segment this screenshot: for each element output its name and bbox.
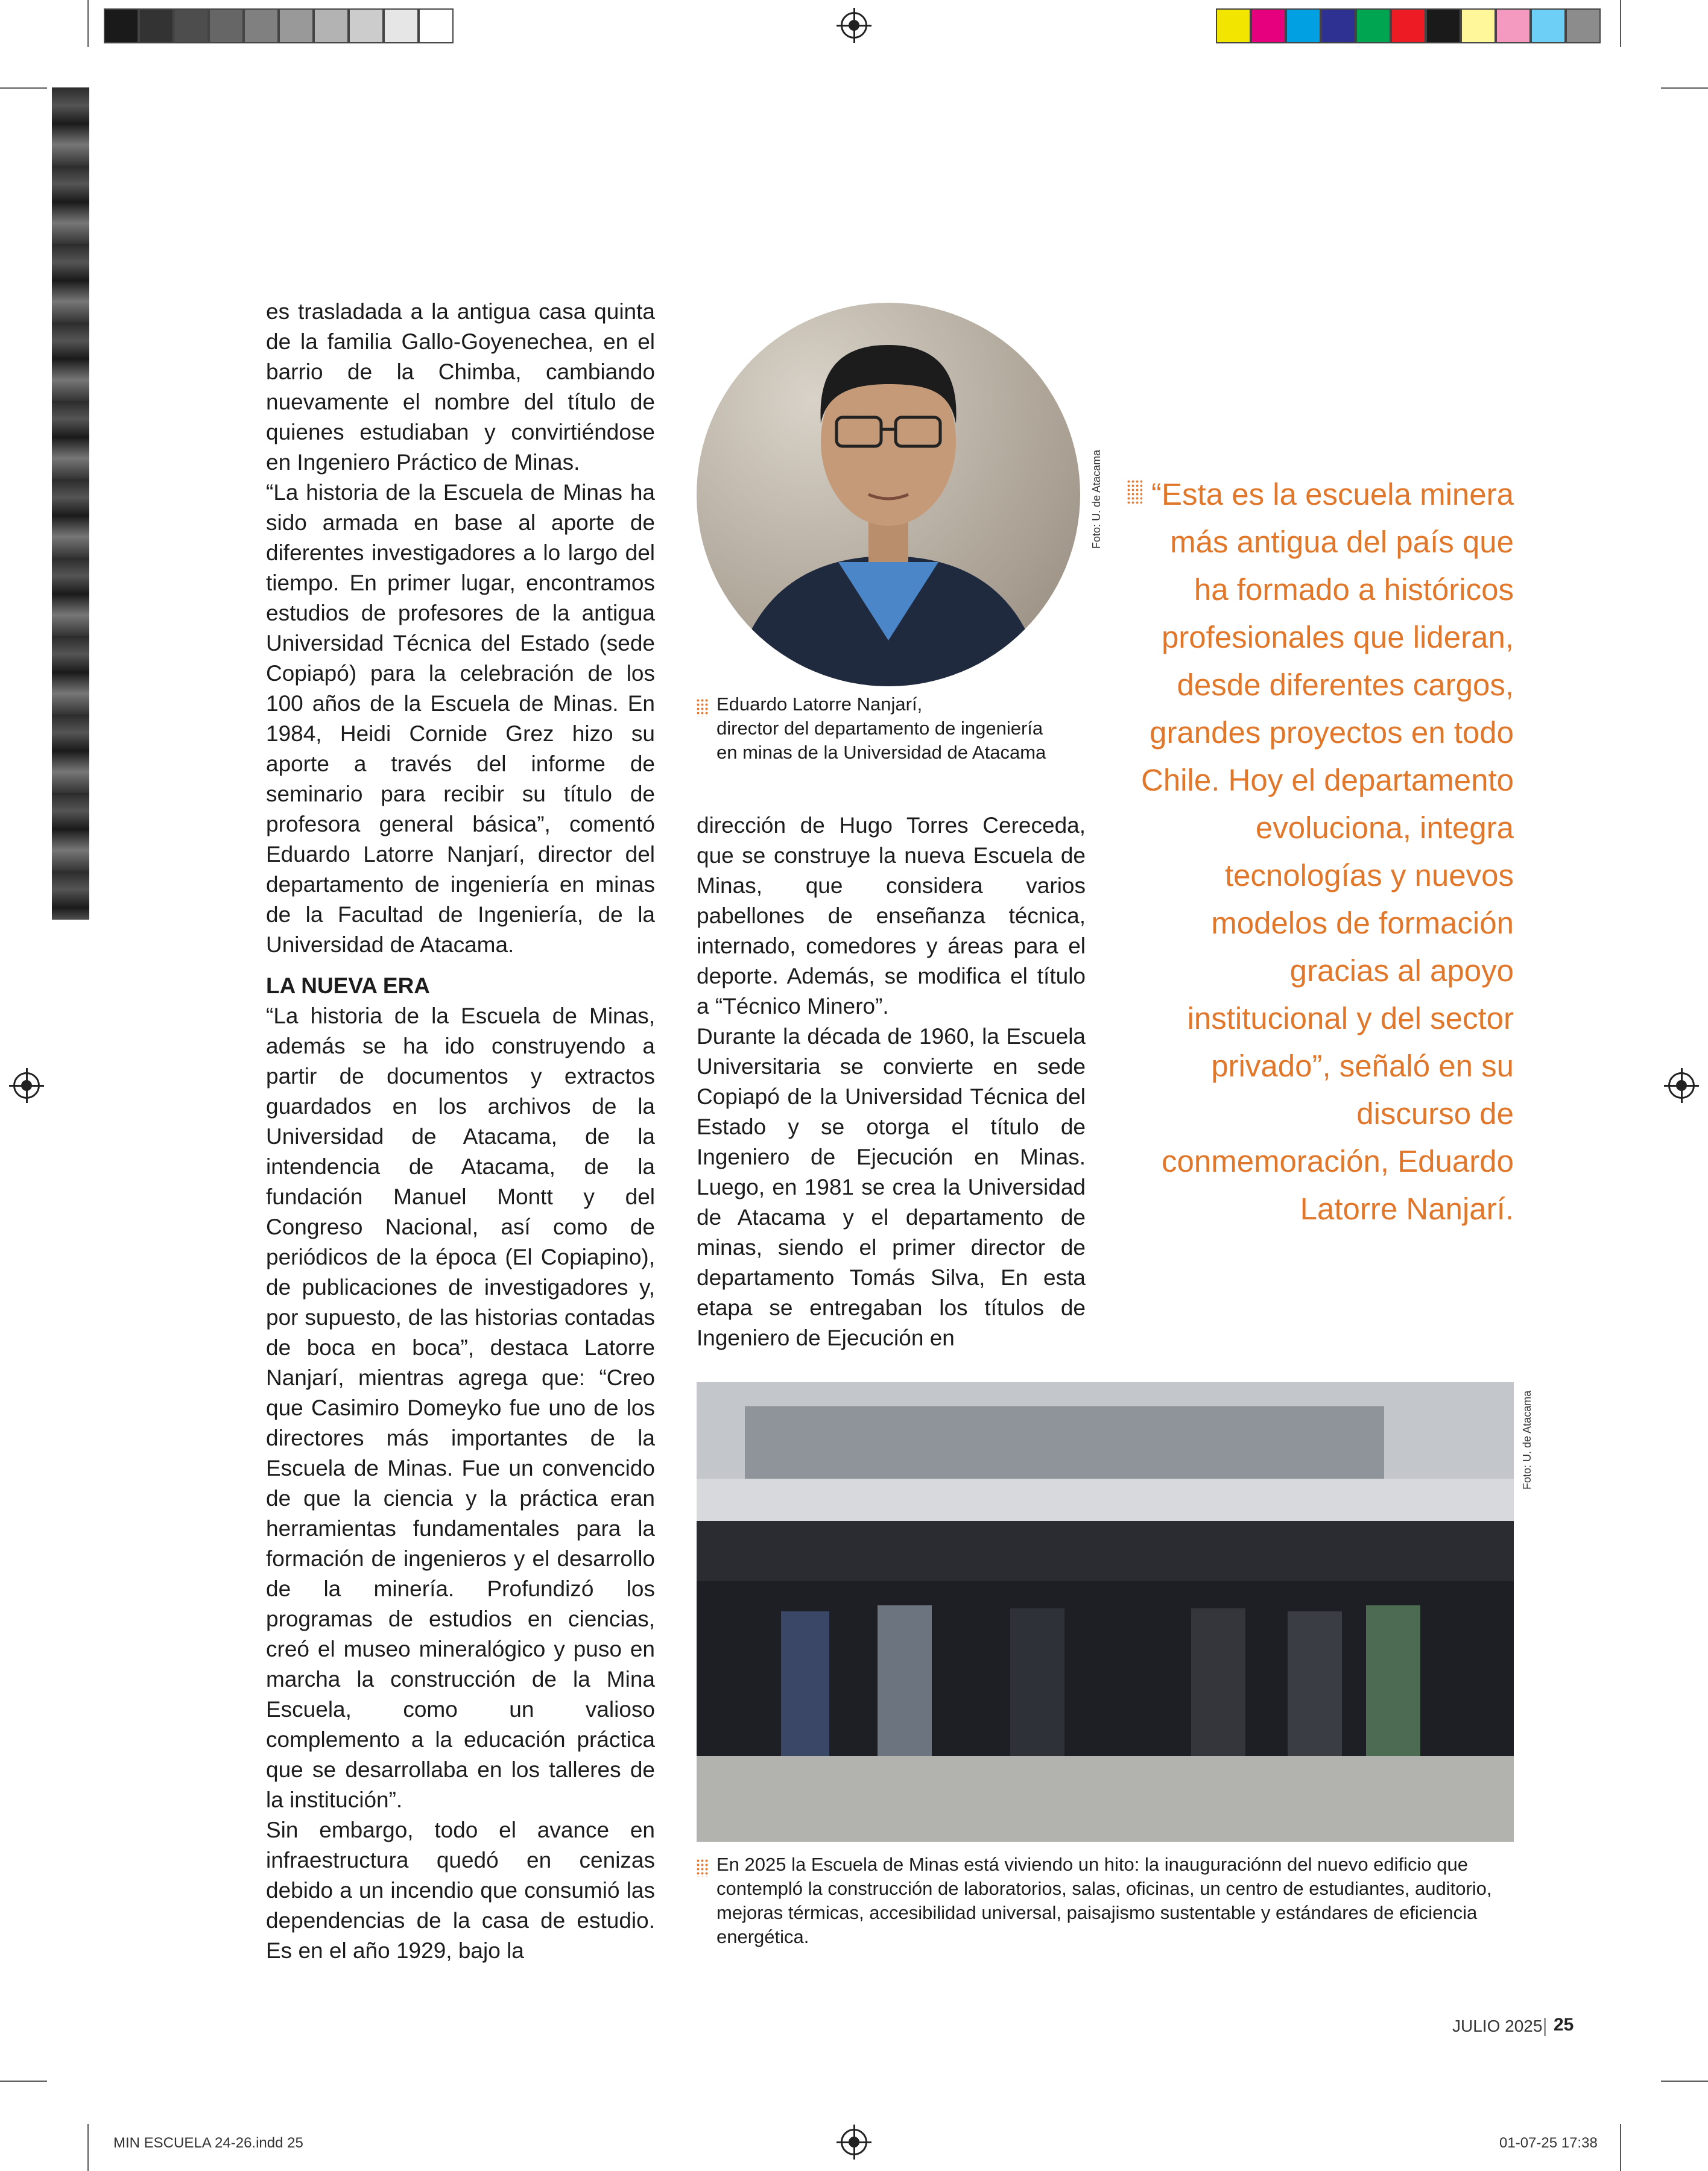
color-swatch <box>1321 8 1356 43</box>
paragraph: dirección de Hugo Torres Cereceda, que se construye la nueva Escuela de Minas, que considera varios pabellones de enseñanza técnica, internado, comedores y áreas para el deporte. Además, se modifica el título a “Técnico Minero”. <box>697 813 1086 1019</box>
folio-divider <box>1544 2018 1546 2036</box>
crop-mark <box>1661 87 1708 89</box>
crop-mark <box>1620 2124 1621 2171</box>
slug-filename: MIN ESCUELA 24-26.indd 25 <box>113 2135 303 2151</box>
color-swatch <box>384 8 419 43</box>
portrait-photo <box>697 303 1080 686</box>
section-heading: LA NUEVA ERA <box>266 973 431 998</box>
crop-mark <box>87 2124 89 2171</box>
color-swatch <box>244 8 279 43</box>
color-swatch <box>1216 8 1251 43</box>
paragraph: “La historia de la Escuela de Minas, además se ha ido construyendo a partir de documentos y extractos guardados en los archivos de la Universidad de Atacama, de la intendencia de Atacama, de la fundación Manuel Montt y del Congreso Nacional, así como de periódicos de la época (El Copiapino), de publicaciones de investigadores y, por supuesto, de las historias contadas de boca en boca”, destaca Latorre Nanjarí, mientras agrega que: “Creo que Casimiro Domeyko fue uno de los directores más importantes de la Escuela de Minas. Fue un convencido de que la ciencia y la práctica eran herramientas fundamentales para la formación de ingenieros y el desarrollo de la minería. Profundizó los programas de estudios en ciencias, creó el museo mineralógico y puso en marcha la construcción de la Mina Escuela, como un valioso complemento a la educación práctica que se desarrollaba en los talleres de la institución”. <box>266 1003 655 1812</box>
color-swatch <box>1531 8 1566 43</box>
color-swatch <box>104 8 139 43</box>
group-photo-caption: En 2025 la Escuela de Minas está viviendo un hito: la inauguraciónn del nuevo edificio que contempló la construcción de laboratorios, salas, oficinas, un centro de estudiantes, auditorio, mejoras térmicas, accesibilidad universal, paisajismo sustentable y estándares de eficiencia energética. <box>716 1854 1492 1947</box>
color-swatch <box>1286 8 1321 43</box>
crop-mark <box>0 2081 47 2082</box>
photo-credit: Foto: U. de Atacama <box>1521 1390 1533 1490</box>
color-swatch <box>1251 8 1286 43</box>
photo-credit: Foto: U. de Atacama <box>1090 449 1102 549</box>
grayscale-color-bar <box>104 8 454 43</box>
paragraph: Durante la década de 1960, la Escuela Universitaria se convierte en sede Copiapó de la Universidad Técnica del Estado y se otorga el título de Ingeniero de Ejecución en Minas. Luego, en 1981 se crea la Universidad de Atacama y el departamento de minas, siendo el primer director de departamento Tomás Silva, En esta etapa se entregaban los títulos de Ingeniero de Ejecución en <box>697 1024 1086 1350</box>
process-color-bar <box>1216 8 1601 43</box>
color-swatch <box>419 8 454 43</box>
issue-date: JULIO 2025 <box>1452 2017 1543 2035</box>
caption-line: Eduardo Latorre Nanjarí, <box>716 694 923 715</box>
color-swatch <box>1356 8 1391 43</box>
paragraph: es trasladada a la antigua casa quinta de la familia Gallo-Goyenechea, en el barrio de la Chimba, cambiando nuevamente el nombre del título de quienes estudiaban y convirtiéndose en Ingeniero Práctico de Minas. <box>266 299 655 475</box>
caption-bullet-icon <box>696 1859 709 1877</box>
color-swatch <box>279 8 314 43</box>
crop-mark <box>0 87 47 89</box>
color-swatch <box>349 8 384 43</box>
color-swatch <box>1426 8 1461 43</box>
article-column-2 <box>697 811 1086 1353</box>
registration-mark-bottom <box>841 2129 867 2155</box>
slug-timestamp: 01-07-25 17:38 <box>1499 2135 1598 2151</box>
color-swatch <box>1391 8 1426 43</box>
color-swatch <box>1566 8 1601 43</box>
registration-mark-top <box>841 12 867 39</box>
portrait-caption <box>716 692 1115 765</box>
color-swatch <box>139 8 174 43</box>
crop-mark <box>87 0 89 47</box>
caption-bullet-icon <box>696 698 709 716</box>
crop-mark <box>1620 0 1621 47</box>
registration-mark-left <box>13 1072 40 1099</box>
paragraph: Sin embargo, todo el avance en infraestructura quedó en cenizas debido a un incendio que consumió las dependencias de la casa de estudio. Es en el año 1929, bajo la <box>266 1818 655 1963</box>
paragraph: “La historia de la Escuela de Minas ha sido armada en base al aporte de diferentes investigadores a lo largo del tiempo. En primer lugar, encontramos estudios de profesores de la antigua Universidad Técnica del Estado (sede Copiapó) para la celebración de los 100 años de la Escuela de Minas. En 1984, Heidi Cornide Grez hizo su aporte a través del informe de seminario para recibir su título de profesora general básica”, comentó Eduardo Latorre Nanjarí, director del departamento de ingeniería en minas de la Facultad de Ingeniería, de la Universidad de Atacama. <box>266 480 655 957</box>
color-swatch <box>314 8 349 43</box>
color-swatch <box>1496 8 1531 43</box>
color-swatch <box>209 8 244 43</box>
caption-line: en minas de la Universidad de Atacama <box>716 742 1046 763</box>
color-swatch <box>1461 8 1496 43</box>
color-swatch <box>174 8 209 43</box>
page-number: 25 <box>1554 2015 1574 2035</box>
article-column-1 <box>266 297 655 1966</box>
pull-quote: “Esta es la escuela minera más antigua del país que ha formado a históricos profesionales que lideran, desde diferentes cargos, grandes proyectos en todo Chile. Hoy el departamento evoluciona, integra tecnologías y nuevos modelos de formación gracias al apoyo institucional y del sector privado”, señaló en su discurso de conmemoración, Eduardo Latorre Nanjarí. <box>1140 477 1514 1226</box>
bleed-photo-strip <box>52 87 89 920</box>
registration-mark-right <box>1668 1072 1695 1099</box>
crop-mark <box>1661 2081 1708 2082</box>
group-photo <box>697 1382 1514 1842</box>
caption-line: director del departamento de ingeniería <box>716 718 1043 739</box>
